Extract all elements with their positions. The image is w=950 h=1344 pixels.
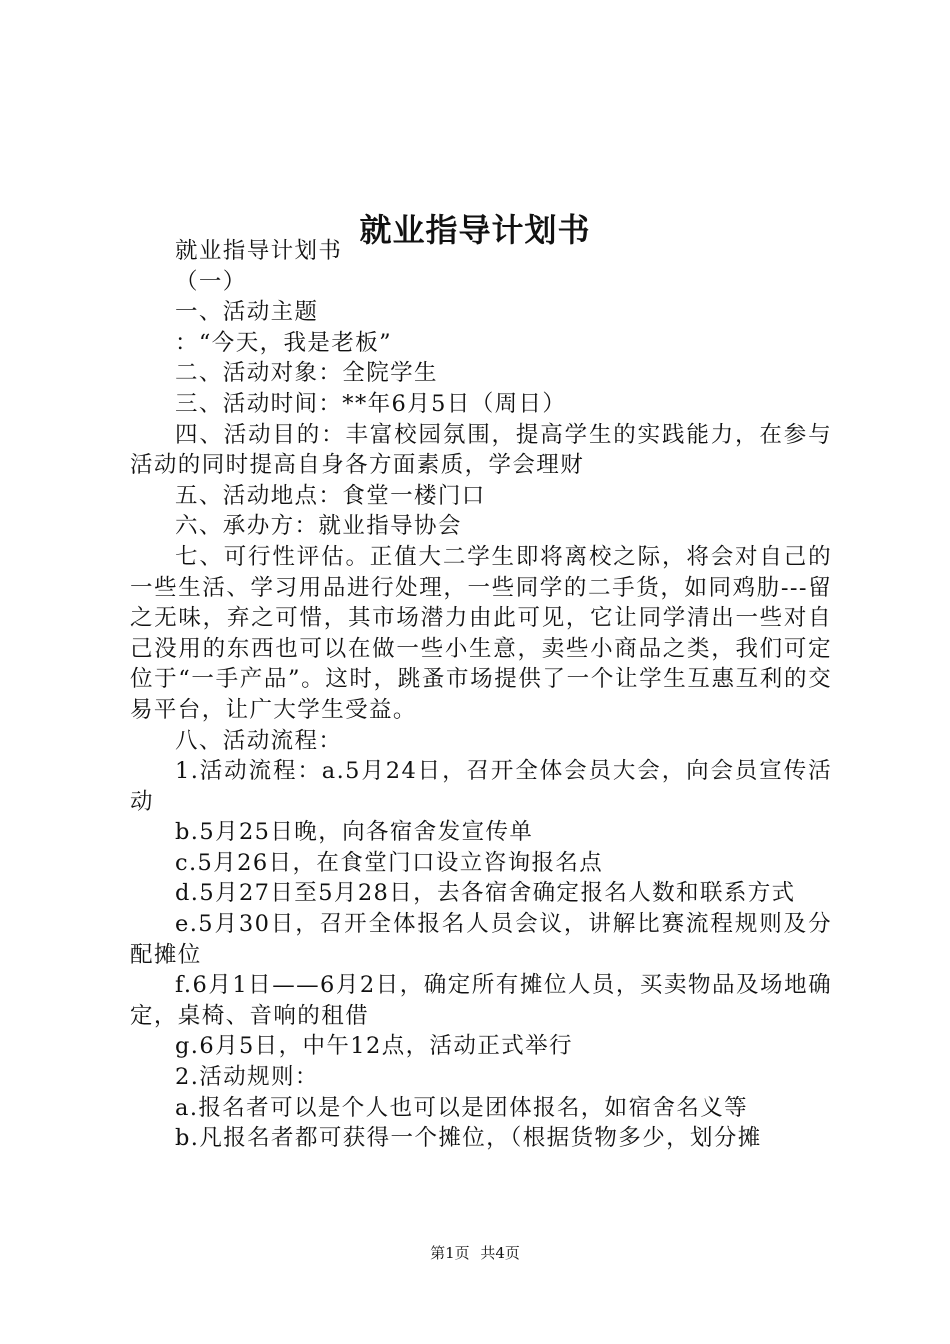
- paragraph: （一）: [175, 268, 247, 295]
- page-total: 共4页: [480, 1244, 520, 1262]
- document-body: [130, 236, 832, 1154]
- paragraph: f.6月1日——6月2日，确定所有摊位人员，买卖物品及场地确定，桌椅、音响的租借: [130, 972, 832, 1029]
- document-title: 就业指导计划书: [359, 211, 591, 250]
- page-number: 第1页: [430, 1244, 470, 1262]
- paragraph: 2.活动规则：: [175, 1064, 319, 1091]
- paragraph: 一、活动主题: [175, 299, 319, 326]
- page-footer: [0, 1243, 950, 1263]
- paragraph: 三、活动时间：**年6月5日（周日）: [175, 390, 567, 417]
- paragraph: a.报名者可以是个人也可以是团体报名，如宿舍名义等: [175, 1094, 749, 1121]
- paragraph: b.5月25日晚，向各宿舍发宣传单: [175, 819, 534, 846]
- paragraph: g.6月5日，中午12点，活动正式举行: [175, 1033, 573, 1060]
- paragraph: 1.活动流程：a.5月24日，召开全体会员大会，向会员宣传活动: [130, 758, 832, 815]
- paragraph: c.5月26日，在食堂门口设立咨询报名点: [175, 849, 604, 876]
- paragraph: 八、活动流程：: [175, 727, 343, 754]
- paragraph: 五、活动地点：食堂一楼门口: [175, 482, 486, 509]
- paragraph: ：“今天，我是老板”: [175, 329, 393, 356]
- paragraph: 就业指导计划书: [175, 238, 343, 264]
- paragraph: 二、活动对象：全院学生: [175, 360, 438, 387]
- paragraph: e.5月30日，召开全体报名人员会议，讲解比赛流程规则及分配摊位: [130, 911, 832, 968]
- paragraph: 四、活动目的：丰富校园氛围，提高学生的实践能力，在参与活动的同时提高自身各方面素质，学会理财: [130, 421, 832, 479]
- paragraph: 六、承办方：就业指导协会: [175, 513, 462, 540]
- paragraph: b.凡报名者都可获得一个摊位，（根据货物多少，划分摊: [175, 1125, 762, 1152]
- paragraph: d.5月27日至5月28日，去各宿舍确定报名人数和联系方式: [175, 880, 796, 907]
- paragraph: 七、可行性评估。正值大二学生即将离校之际，将会对自己的一些生活、学习用品进行处理，一些同学的二手货，如同鸡肋---留之无味，弃之可惜，其市场潜力由此可见，它让同学清出一些对自己没用的东西也可以在做一些小生意，卖些小商品之类，我们可定位于“一手产品”。这时，跳蚤市场提供了一个让学生互惠互利的交易平台，让广大学生受益。: [130, 543, 832, 723]
